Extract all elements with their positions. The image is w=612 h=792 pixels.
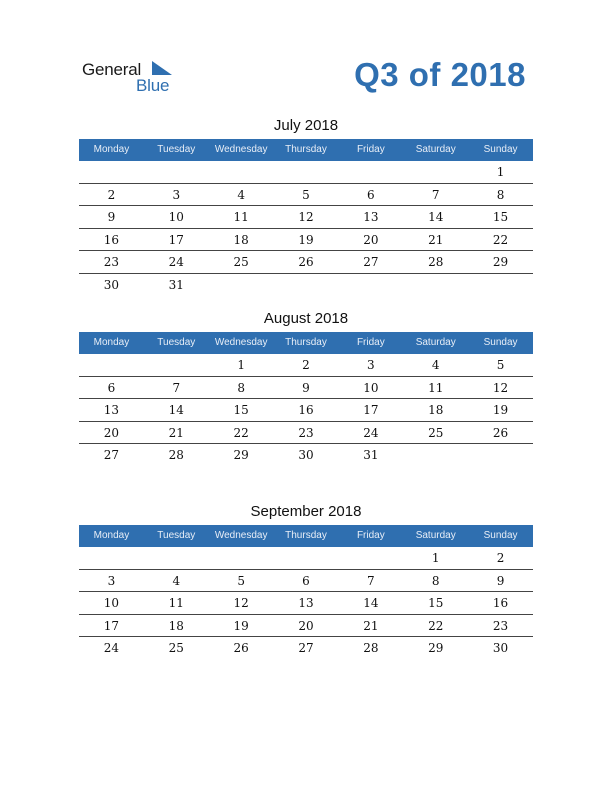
day-cell [274,547,339,569]
weekday-label: Tuesday [157,144,196,155]
weekday-label: Saturday [415,530,456,541]
weekday-label: Sunday [483,144,518,155]
day-cell: 27 [363,255,379,269]
day-cell: 31 [363,448,379,462]
day-cell: 4 [172,573,181,588]
day-cell: 14 [428,210,444,224]
day-cell: 7 [431,187,440,202]
day-cell: 10 [103,596,120,610]
day-cell: 22 [492,232,509,247]
weekday-label: Saturday [415,337,456,348]
day-cell: 11 [168,596,184,610]
day-cell: 22 [233,425,249,440]
day-cell: 28 [168,448,184,462]
week-row [79,274,533,297]
day-cell: 27 [103,448,120,462]
day-cell: 15 [428,596,444,610]
day-cell: 8 [237,380,245,395]
day-cell: 4 [431,358,440,372]
day-cell: 5 [237,573,245,588]
week-row [79,637,533,660]
day-cell: 30 [492,641,509,655]
day-cell: 17 [168,232,184,247]
week-row [79,547,533,570]
weekday-label: Friday [356,530,385,541]
weekday-label: Sunday [483,530,518,541]
week-row [79,444,533,467]
day-cell: 21 [168,425,184,440]
day-cell [468,444,533,467]
day-cell: 10 [363,380,379,395]
day-cell: 28 [363,641,379,655]
day-cell: 13 [298,596,314,610]
day-cell: 13 [103,403,120,417]
day-cell: 29 [233,448,249,462]
day-cell [403,274,468,297]
day-cell: 31 [168,277,184,292]
day-cell: 11 [233,210,249,224]
weekday-label: Thursday [285,530,327,541]
day-cell: 19 [233,618,249,633]
day-cell: 28 [428,255,444,269]
day-cell: 24 [168,255,184,269]
day-cell: 18 [233,232,249,247]
day-cell: 14 [168,403,184,417]
day-cell: 16 [103,232,120,247]
day-cell: 30 [103,277,120,292]
day-cell: 18 [168,618,184,633]
day-cell: 6 [107,380,116,395]
day-cell: 15 [492,210,509,224]
day-cell [144,354,209,376]
day-cell: 1 [431,551,440,565]
day-cell: 21 [428,232,444,247]
weekday-label: Monday [93,530,130,541]
day-cell: 1 [496,165,505,179]
week-row [79,422,533,445]
weekday-label: Wednesday [214,337,268,348]
day-cell: 7 [172,380,181,395]
weekday-label: Tuesday [157,337,196,348]
day-cell: 2 [107,187,116,202]
day-cell: 1 [237,358,245,372]
weekday-header-row [79,332,533,354]
day-cell: 5 [302,187,310,202]
weekday-label: Monday [93,144,130,155]
day-cell: 24 [103,641,120,655]
month-calendar [79,310,533,467]
day-cell: 2 [302,358,310,372]
day-cell [144,161,209,183]
day-cell: 12 [233,596,249,610]
logo-text-general: General [82,60,142,79]
day-cell: 13 [363,210,379,224]
day-cell: 19 [492,403,509,417]
week-row [79,251,533,274]
day-cell: 11 [428,380,444,395]
weekday-label: Saturday [415,144,456,155]
day-cell [338,274,403,297]
day-cell: 20 [298,618,314,633]
week-row [79,206,533,229]
weekday-label: Wednesday [214,530,268,541]
day-cell: 3 [367,358,375,372]
day-cell [338,547,403,569]
day-cell: 26 [492,425,509,440]
week-row [79,161,533,184]
day-cell: 17 [103,618,120,633]
day-cell [209,274,274,297]
day-cell: 10 [168,210,184,224]
logo-text-blue: Blue [136,76,170,95]
day-cell: 5 [496,358,505,372]
month-calendar [79,117,533,296]
day-cell [79,354,144,376]
week-row [79,592,533,615]
week-row [79,615,533,638]
day-cell: 8 [496,187,505,202]
day-cell: 25 [168,641,184,655]
weekday-label: Sunday [483,337,518,348]
day-cell: 6 [302,573,310,588]
day-cell: 22 [428,618,444,633]
page-title: Q3 of 2018 [354,56,526,93]
weekday-label: Friday [356,144,385,155]
day-cell: 19 [298,232,314,247]
day-cell: 16 [298,403,314,417]
day-cell: 29 [492,255,509,269]
day-cell [209,161,274,183]
day-cell: 23 [298,425,314,440]
day-cell: 3 [107,573,116,588]
day-cell: 25 [428,425,444,440]
day-cell: 12 [492,380,509,395]
day-cell [468,274,533,297]
week-row [79,229,533,252]
day-cell: 14 [363,596,379,610]
day-cell: 20 [363,232,379,247]
day-cell: 9 [302,380,310,395]
day-cell [79,161,144,183]
day-cell: 8 [431,573,440,588]
day-cell: 12 [298,210,314,224]
month-calendar [79,503,533,660]
weekday-header-row [79,525,533,547]
day-cell: 7 [367,573,375,588]
day-cell [209,547,274,569]
day-cell [338,161,403,183]
day-cell [403,444,468,467]
logo-triangle-icon [152,61,172,77]
weekday-label: Thursday [285,144,327,155]
weekday-label: Tuesday [157,530,196,541]
month-title: July 2018 [273,117,339,134]
day-cell: 9 [496,573,505,588]
day-cell: 6 [367,187,375,202]
day-cell: 21 [363,618,379,633]
day-cell: 26 [298,255,314,269]
weekday-label: Friday [356,337,385,348]
week-row [79,354,533,377]
week-row [79,399,533,422]
weekday-label: Thursday [285,337,327,348]
day-cell: 27 [298,641,314,655]
day-cell: 29 [428,641,444,655]
day-cell: 25 [233,255,249,269]
day-cell [144,547,209,569]
day-cell [274,161,339,183]
day-cell: 30 [298,448,314,462]
weekday-header-row [79,139,533,161]
day-cell: 4 [237,187,245,202]
day-cell: 17 [363,403,379,417]
day-cell [403,161,468,183]
day-cell: 23 [492,618,509,633]
day-cell: 15 [233,403,249,417]
day-cell: 26 [233,641,249,655]
weekday-label: Monday [93,337,130,348]
day-cell [79,547,144,569]
day-cell [274,274,339,297]
day-cell: 23 [103,255,120,269]
week-row [79,184,533,207]
week-row [79,377,533,400]
day-cell: 2 [496,551,505,565]
day-cell: 9 [107,210,116,224]
day-cell: 24 [363,425,379,440]
day-cell: 18 [428,403,444,417]
weekday-label: Wednesday [214,144,268,155]
month-title: August 2018 [263,310,349,327]
day-cell: 20 [103,425,120,440]
month-title: September 2018 [250,503,362,520]
generalblue-logo [82,58,182,98]
day-cell: 16 [492,596,509,610]
day-cell: 3 [172,187,181,202]
week-row [79,570,533,593]
